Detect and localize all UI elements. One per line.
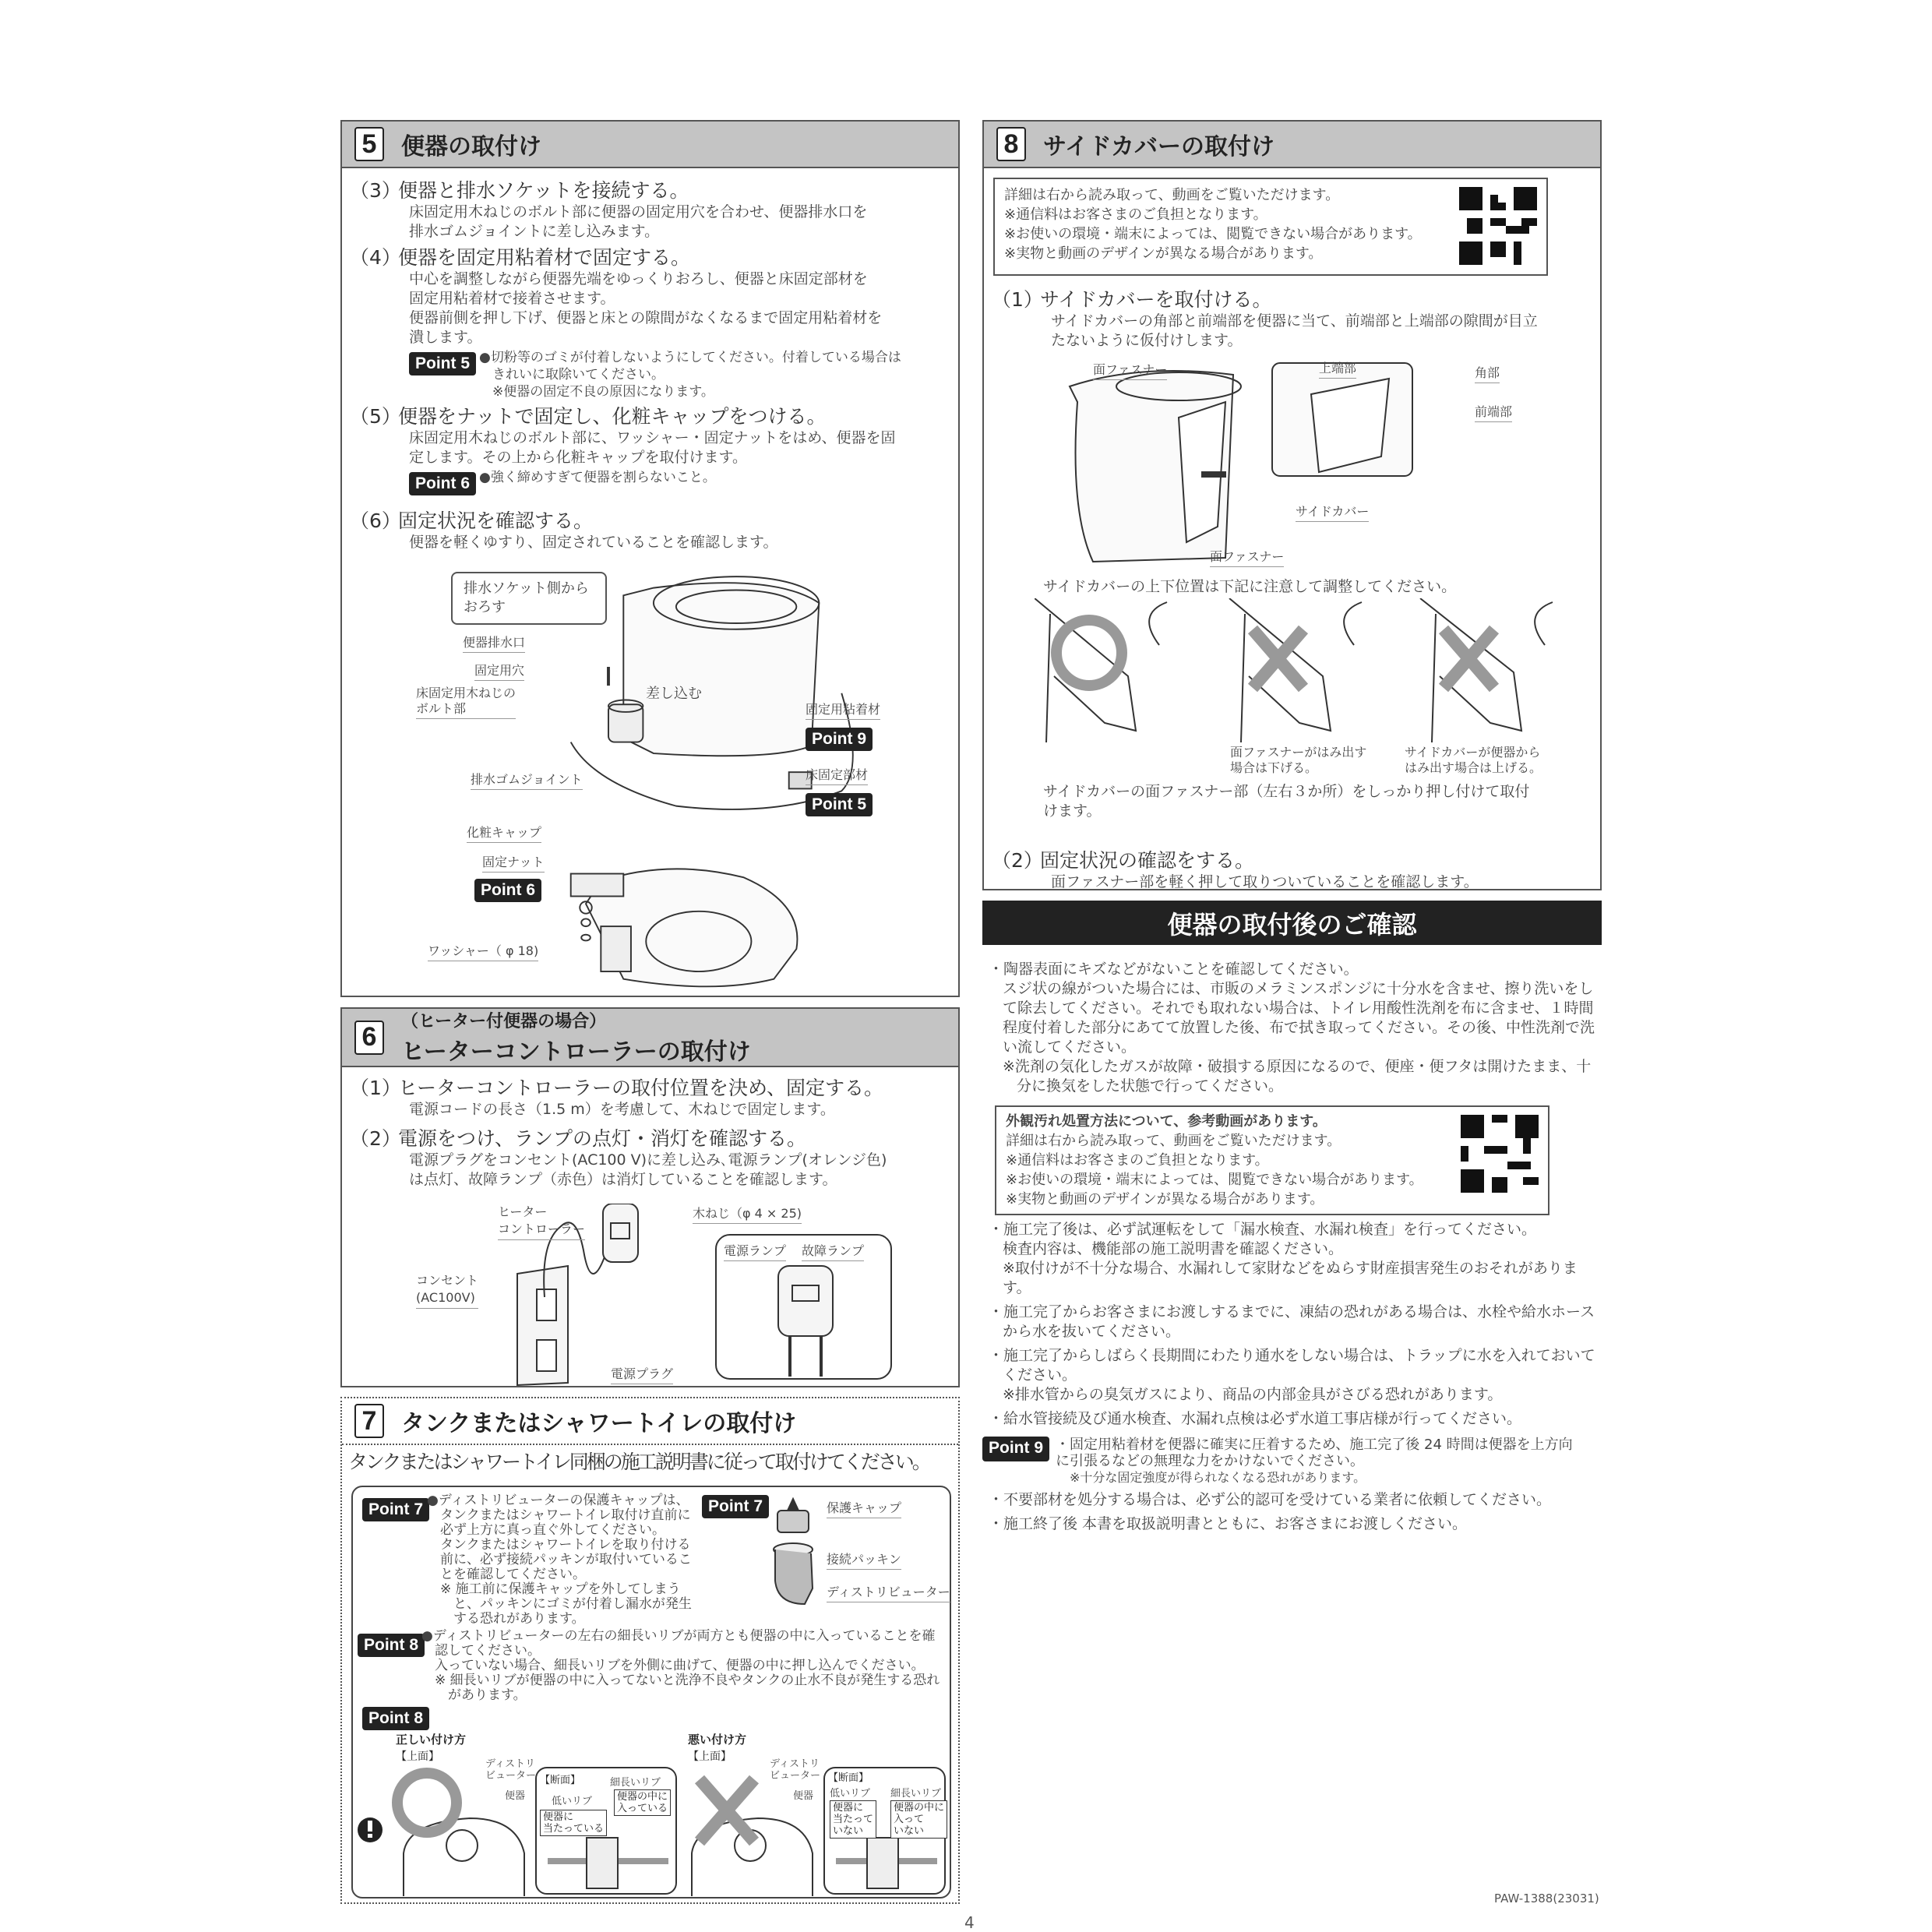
qr-code[interactable] bbox=[1459, 187, 1537, 265]
section-body bbox=[342, 168, 958, 559]
note-bad-low: 便器に 当たって いない bbox=[830, 1800, 876, 1839]
section-number: 7 bbox=[354, 1404, 384, 1438]
step-heading: （2）電源をつけ、ランプの点灯・消灯を確認する。 bbox=[350, 1127, 807, 1150]
step-heading: （6）固定状況を確認する。 bbox=[350, 509, 594, 532]
point-badge: Point 6 bbox=[474, 879, 541, 902]
section-title: サイドカバーの取付け bbox=[1043, 133, 1274, 160]
point-note: Point 6 ●強く締めすぎて便器を割らないこと。 bbox=[350, 469, 950, 495]
label-top-view: 【上面】 bbox=[396, 1750, 439, 1763]
point-badge: Point 8 bbox=[362, 1707, 429, 1730]
step-desc: 電源プラグをコンセント(AC100 V)に差し込み､電源ランプ(オレンジ色) は点灯、故障ランプ（赤色）は消灯していることを確認します。 bbox=[409, 1151, 887, 1188]
press-note: サイドカバーの面ファスナー部（左右３か所）をしっかり押し付けて取付 けます。 bbox=[1043, 783, 1530, 820]
section-body bbox=[992, 284, 1592, 351]
point-badge: Point 5 bbox=[409, 352, 476, 375]
side-cover-illustration bbox=[1062, 355, 1451, 569]
label-front-edge: 前端部 bbox=[1475, 402, 1512, 422]
check-list: ・陶器表面にキズなどがないことを確認してください。 スジ状の線がついた場合には、市販のメラミンスポンジに十分水を含ませ、擦り洗いをして除去してください。それでも取れない場合は、トイレ用酸性洗剤を布に含ませ、１時間程度付着した部分にあてて放置した後、布で拭き取ってください。その後、中性洗剤で洗い流してください。 ※洗剤の気化したガスが故障・破損する原因になるので、便座・便フタは開けたまま、十分に換気をした状態で行ってください。 外観汚れ処置方法について、参考動画があります。 詳細は右から読み取って、動画をご覧いただけます。 ※通信料はお客さまのご負担となります。 ※お使いの環境・端末によっては、閲覧できない場合があります。 ※実物と動画のデザインが異なる場合があります。 ・施工完了後は、必ず試運転をして「漏水検査、水漏れ検査」を行ってください。 検査内容は、機能部の施工説明書を確認ください。 ※取付けが不十分な場合、水漏れして家財などをぬらす財産損害発生のおそれがあります。 ・施工完了からお客さまにお渡しするまでに、凍結の恐れがある場合は、水栓や給水ホースから水を抜いてください。 ・施工完了からしばらく長期間にわたり通水をしない場合は、トラップに水を入れておいてください。 ※排水管からの臭気ガスにより、商品の内部金具がさびる恐れがあります。 ・給水管接続及び通水検査、水漏れ点検は必ず水道工事店様が行ってください。 Point 9 ・固定用粘着材を便器に確実に圧着するため、施工完了後 24 時間は便器を上方向に引張るなどの無理な力をかけないでください。 ※十分な固定強度が得られなくなる恐れがあります。 ・不要部材を処分する場合は、必ず公的認可を受けている業者に依頼してください。 ・施工終了後 本書を取扱説明書とともに、お客さまにお渡しください。 bbox=[982, 955, 1606, 1534]
callout-box: 排水ソケット側から おろす bbox=[451, 572, 607, 625]
note-good-low: 便器に 当たっている bbox=[540, 1810, 607, 1836]
label-cap: 保護キャップ bbox=[827, 1498, 901, 1518]
step-desc: サイドカバーの角部と前端部を便器に当て、前端部と上端部の隙間が目立 たないように仮付けします。 bbox=[1051, 312, 1538, 349]
label-distributor: ディストリビューター bbox=[827, 1582, 950, 1602]
label-bowl: 便器 bbox=[793, 1790, 814, 1802]
check-banner: 便器の取付後のご確認 bbox=[982, 901, 1602, 945]
point-note: Point 5 ●切粉等のゴミが付着しないようにしてください。付着している場合は きれいに取除いてください。 ※便器の固定不良の原因になります。 bbox=[350, 349, 950, 400]
video-info-box: 詳細は右から読み取って、動画をご覧いただけます。 ※通信料はお客さまのご負担となります。 ※お使いの環境・端末によっては、閲覧できない場合があります。 ※実物と動画のデザインが異なる場合があります。 bbox=[993, 178, 1548, 276]
check-item: ・陶器表面にキズなどがないことを確認してください。 bbox=[989, 961, 1359, 978]
caption-fastener-out: 面ファスナーがはみ出す 場合は下げる。 bbox=[1230, 745, 1367, 775]
toilet-install-illustration bbox=[342, 558, 961, 994]
label-distributor: ディストリ ビューター bbox=[770, 1758, 821, 1782]
point7-text: ●ディストリビューターの保護キャップは、 タンクまたはシャワートイレ取付け直前に 必ず上方に真っ直ぐ外してください。 タンクまたはシャワートイレを取り付ける 前に、必ず接続パッキンが取付いているこ とを確認してください。 ※ 施工前に保護キャップを外してしまう と、パッキンにゴミが付着し漏水が発生 する恐れがあります。 bbox=[427, 1493, 692, 1627]
point-badge: Point 5 bbox=[806, 793, 873, 816]
label-corner: 角部 bbox=[1475, 363, 1500, 383]
section-header: 6 （ヒーター付便器の場合） ヒーターコントローラーの取付け bbox=[342, 1009, 958, 1067]
label-section: 【断面】 bbox=[540, 1775, 581, 1786]
section-body bbox=[342, 1067, 958, 1194]
point-badge: Point 9 bbox=[806, 728, 873, 751]
section-header bbox=[342, 122, 958, 168]
step-desc: 便器を軽くゆすり、固定されていることを確認します。 bbox=[409, 534, 778, 551]
cover-position-examples bbox=[1035, 598, 1580, 742]
label-low-rib: 低いリブ bbox=[830, 1788, 871, 1800]
label-adhesive: 固定用粘着材 bbox=[806, 700, 880, 720]
label-good: 正しい付け方 bbox=[396, 1733, 467, 1747]
check-item: ・施工終了後 本書を取扱説明書とともに、お客さまにお渡しください。 bbox=[989, 1515, 1468, 1532]
label-hole: 固定用穴 bbox=[474, 661, 524, 681]
section-title: ヒーターコントローラーの取付け bbox=[401, 1038, 751, 1066]
section-title: 便器の取付け bbox=[401, 133, 541, 160]
label-section: 【断面】 bbox=[828, 1772, 869, 1784]
step-desc: 面ファスナー部を軽く押して取りついていることを確認します。 bbox=[1051, 873, 1479, 890]
label-side-cover: サイドカバー bbox=[1296, 502, 1369, 522]
page-number: 4 bbox=[964, 1913, 975, 1932]
point9-note: Point 9 ・固定用粘着材を便器に確実に圧着するため、施工完了後 24 時間は便器を上方向に引張るなどの無理な力をかけないでください。 ※十分な固定強度が得られなくなる恐れがあります。 bbox=[982, 1437, 1606, 1486]
section-number: 8 bbox=[996, 127, 1026, 161]
point-badge: Point 6 bbox=[409, 472, 476, 495]
step-heading: （3）便器と排水ソケットを接続する。 bbox=[350, 179, 689, 202]
section-intro: タンクまたはシャワートイレ同梱の施工説明書に従って取付けてください。 bbox=[348, 1451, 929, 1473]
step-heading: （5）便器をナットで固定し、化粧キャップをつける。 bbox=[350, 405, 827, 428]
note-bad-long: 便器の中に 入って いない bbox=[890, 1800, 947, 1839]
distributor-illustration bbox=[758, 1487, 828, 1627]
section-8 bbox=[982, 120, 1602, 890]
step-heading: （1）ヒーターコントローラーの取付位置を決め、固定する。 bbox=[350, 1077, 884, 1099]
label-floor-part: 床固定部材 bbox=[806, 765, 868, 785]
step-desc: 床固定用木ねじのボルト部に便器の固定用穴を合わせ、便器排水口を 排水ゴムジョイントに差し込みます。 bbox=[409, 203, 868, 240]
point-badge: Point 9 bbox=[982, 1437, 1049, 1461]
check-item: ・不要部材を処分する場合は、必ず公的認可を受けている業者に依頼してください。 bbox=[989, 1491, 1552, 1508]
check-item: ・給水管接続及び通水検査、水漏れ点検は必ず水道工事店様が行ってください。 bbox=[989, 1410, 1522, 1427]
label-bad: 悪い付け方 bbox=[688, 1733, 747, 1747]
step-desc: 中心を調整しながら便器先端をゆっくりおろし、便器と床固定部材を 固定用粘着材で接着させます。 便器前側を押し下げ、便器と床との隙間がなくなるまで固定用粘着材を 潰します。 bbox=[409, 270, 883, 346]
label-outlet: 便器排水口 bbox=[463, 633, 525, 653]
section-number: 5 bbox=[354, 127, 384, 161]
label-top-edge: 上端部 bbox=[1319, 358, 1356, 379]
label-fault-lamp: 故障ランプ bbox=[802, 1241, 864, 1261]
label-outlet: コンセント (AC100V) bbox=[416, 1272, 478, 1309]
label-bowl: 便器 bbox=[505, 1790, 526, 1802]
section-number: 6 bbox=[354, 1021, 384, 1055]
point-badge: Point 7 bbox=[362, 1498, 429, 1521]
section-5 bbox=[340, 120, 960, 997]
check-item: ・施工完了からしばらく長期間にわたり通水をしない場合は、トラップに水を入れておいてください。 bbox=[989, 1347, 1595, 1384]
points-panel bbox=[351, 1486, 951, 1899]
section-6 bbox=[340, 1007, 960, 1387]
point8-text: ●ディストリビューターの左右の細長いリブが両方とも便器の中に入っていることを確 認してください。 入っていない場合、細長いリブを外側に曲げて、便器の中に押し込んでください。 ※ 細長いリブが便器の中に入ってないと洗浄不良やタンクの止水不良が発生する恐れ があります。 bbox=[421, 1628, 940, 1703]
section-header bbox=[984, 122, 1600, 168]
adjust-note: サイドカバーの上下位置は下記に注意して調整してください。 bbox=[1043, 578, 1457, 595]
step-heading: （4）便器を固定用粘着材で固定する。 bbox=[350, 246, 691, 269]
step-heading: （2）固定状況の確認をする。 bbox=[992, 849, 1255, 872]
document-code: PAW-1388(23031) bbox=[1494, 1891, 1599, 1906]
label-plug: 電源プラグ bbox=[611, 1364, 673, 1384]
label-cap: 化粧キャップ bbox=[467, 823, 541, 843]
qr-code[interactable] bbox=[1461, 1115, 1539, 1193]
label-long-rib: 細長いリブ bbox=[890, 1788, 942, 1800]
label-fastener: 面ファスナー bbox=[1210, 547, 1284, 567]
label-long-rib: 細長いリブ bbox=[610, 1777, 661, 1789]
step-2 bbox=[992, 844, 1592, 892]
label-controller: ヒーター コントローラー bbox=[498, 1204, 585, 1240]
label-packing: 接続パッキン bbox=[827, 1549, 901, 1570]
section-header bbox=[342, 1398, 958, 1445]
section-title: タンクまたはシャワートイレの取付け bbox=[401, 1410, 797, 1437]
section-7 bbox=[340, 1397, 960, 1904]
label-low-rib: 低いリブ bbox=[552, 1796, 593, 1807]
label-power-lamp: 電源ランプ bbox=[724, 1241, 786, 1261]
label-bolt: 床固定用木ねじの ボルト部 bbox=[416, 686, 516, 719]
note-good-long: 便器の中に 入っている bbox=[614, 1789, 671, 1816]
label-distributor: ディストリ ビューター bbox=[485, 1758, 537, 1782]
video-info-box-2: 外観汚れ処置方法について、参考動画があります。 詳細は右から読み取って、動画をご覧いただけます。 ※通信料はお客さまのご負担となります。 ※お使いの環境・端末によっては、閲覧できない場合があります。 ※実物と動画のデザインが異なる場合があります。 bbox=[995, 1105, 1549, 1215]
label-top-view: 【上面】 bbox=[688, 1750, 732, 1763]
caption-cover-out: サイドカバーが便器から はみ出す場合は上げる。 bbox=[1405, 745, 1542, 775]
label-insert: 差し込む bbox=[646, 686, 702, 702]
label-screw: 木ねじ（φ 4 × 25) bbox=[693, 1204, 802, 1224]
label-washer: ワッシャー（ φ 18) bbox=[428, 941, 538, 961]
check-item: ・施工完了からお客さまにお渡しするまでに、凍結の恐れがある場合は、水栓や給水ホースから水を抜いてください。 bbox=[989, 1303, 1595, 1340]
label-joint: 排水ゴムジョイント bbox=[471, 770, 583, 790]
check-item: ・施工完了後は、必ず試運転をして「漏水検査、水漏れ検査」を行ってください。 bbox=[989, 1221, 1537, 1238]
step-desc: 床固定用木ねじのボルト部に、ワッシャー・固定ナットをはめ、便器を固 定します。その上から化粧キャップを取付けます。 bbox=[409, 429, 896, 466]
label-fastener: 面ファスナー bbox=[1093, 360, 1167, 380]
label-nut: 固定ナット bbox=[482, 852, 545, 873]
point-badge: Point 8 bbox=[358, 1634, 425, 1657]
step-desc: 電源コードの長さ（1.5 m）を考慮して、木ねじで固定します。 bbox=[409, 1101, 835, 1118]
point-badge: Point 7 bbox=[702, 1495, 769, 1518]
step-heading: （1）サイドカバーを取付ける。 bbox=[992, 288, 1272, 311]
